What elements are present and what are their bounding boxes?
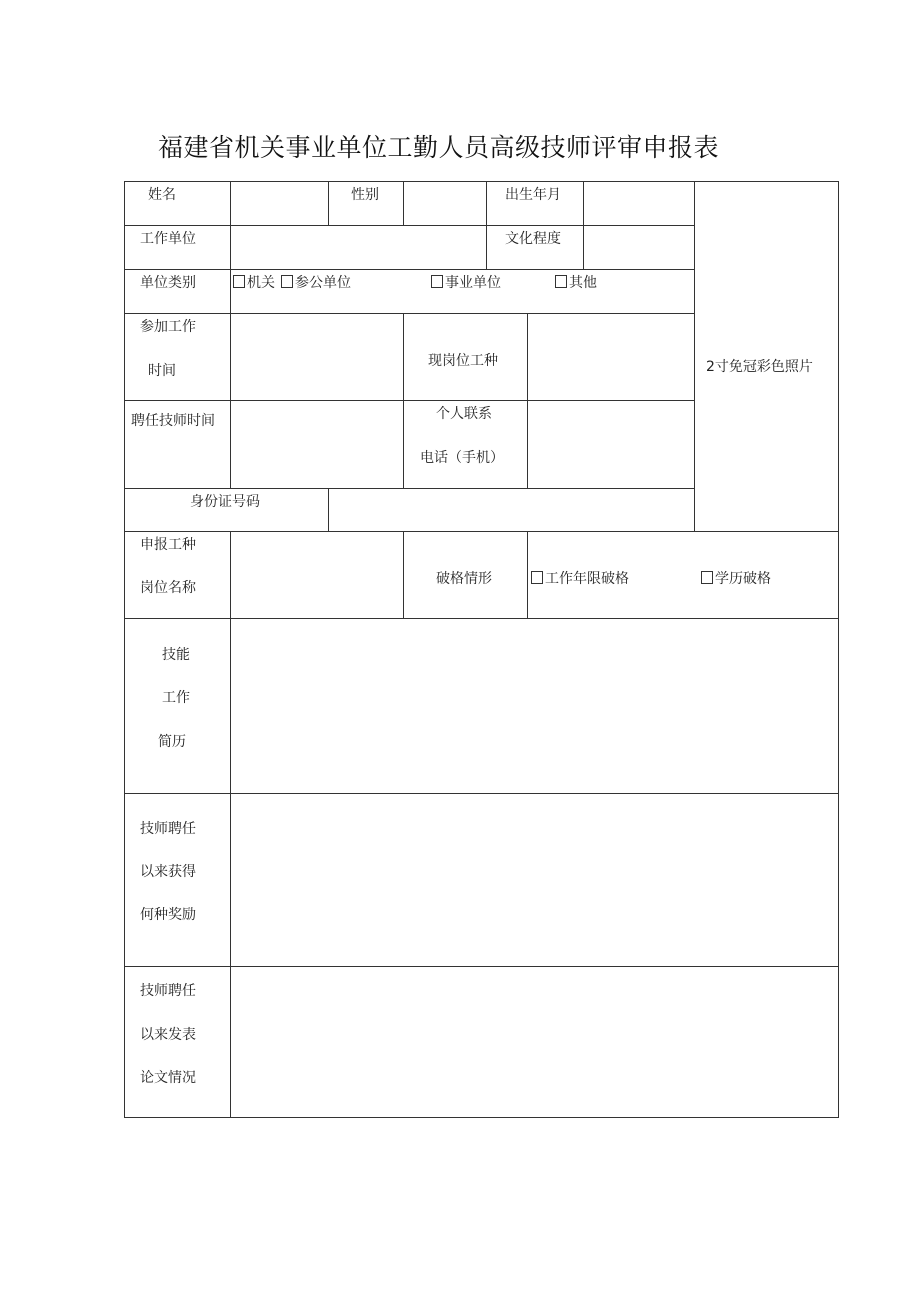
apply-post-label-line1: 申报工种 [140, 537, 196, 553]
papers-field[interactable] [231, 967, 837, 1116]
col-divider [694, 181, 695, 531]
hire-time-label: 聘任技师时间 [131, 413, 215, 429]
education-label: 文化程度 [505, 231, 561, 247]
name-label: 姓名 [148, 187, 176, 203]
join-work-time-label-line1: 参加工作 [140, 319, 196, 335]
papers-label-line3: 论文情况 [140, 1070, 196, 1086]
gender-label: 性别 [351, 187, 379, 203]
gender-field[interactable] [404, 182, 485, 224]
resume-field[interactable] [231, 619, 837, 792]
apply-post-field[interactable] [231, 532, 402, 617]
checkbox-icon [701, 571, 713, 584]
row-divider [124, 269, 695, 270]
papers-label-line1: 技师聘任 [140, 983, 196, 999]
checkbox-icon [281, 275, 293, 288]
phone-field[interactable] [528, 401, 693, 487]
phone-label-line1: 个人联系 [436, 406, 492, 422]
employer-label: 工作单位 [140, 231, 196, 247]
col-divider [403, 313, 404, 488]
col-divider [403, 531, 404, 618]
exception-option-education[interactable]: 学历破格 [701, 568, 771, 588]
page-title: 福建省机关事业单位工勤人员高级技师评审申报表 [158, 133, 720, 162]
phone-label-line2: 电话（手机） [420, 450, 504, 466]
table-border-right [838, 181, 839, 1118]
unit-type-option-civil-service[interactable]: 参公单位 [281, 272, 351, 292]
name-field[interactable] [231, 182, 327, 224]
awards-field[interactable] [231, 794, 837, 965]
birth-date-field[interactable] [584, 182, 693, 224]
table-border-bottom [124, 1117, 839, 1118]
unit-type-label: 单位类别 [140, 275, 196, 291]
checkbox-icon [531, 571, 543, 584]
unit-type-option-other[interactable]: 其他 [555, 272, 597, 292]
awards-label-line3: 何种奖励 [140, 907, 196, 923]
checkbox-icon [555, 275, 567, 288]
unit-type-option-public-institution[interactable]: 事业单位 [431, 272, 501, 292]
table-border-left [124, 181, 125, 1118]
awards-label-line1: 技师聘任 [140, 821, 196, 837]
col-divider [527, 531, 528, 618]
join-work-time-field[interactable] [231, 314, 402, 399]
education-field[interactable] [584, 226, 693, 268]
checkbox-icon [431, 275, 443, 288]
hire-time-field[interactable] [231, 401, 402, 487]
current-post-label: 现岗位工种 [428, 353, 498, 369]
birth-date-label: 出生年月 [505, 187, 561, 203]
resume-label-line3: 简历 [158, 734, 186, 750]
col-divider [328, 181, 329, 225]
id-number-label: 身份证号码 [190, 494, 260, 510]
papers-label-line2: 以来发表 [140, 1027, 196, 1043]
awards-label-line2: 以来获得 [140, 864, 196, 880]
resume-label-line2: 工作 [162, 690, 190, 706]
apply-post-label-line2: 岗位名称 [140, 580, 196, 596]
current-post-field[interactable] [528, 314, 693, 399]
id-number-field[interactable] [329, 489, 693, 530]
exception-option-work-years[interactable]: 工作年限破格 [531, 568, 629, 588]
col-divider [486, 181, 487, 269]
checkbox-icon [233, 275, 245, 288]
unit-type-option-organ[interactable]: 机关 [233, 272, 275, 292]
resume-label-line1: 技能 [162, 647, 190, 663]
exception-label: 破格情形 [436, 571, 492, 587]
employer-field[interactable] [231, 226, 485, 268]
photo-placeholder-label: 2寸免冠彩色照片 [706, 359, 813, 375]
join-work-time-label-line2: 时间 [148, 363, 176, 379]
